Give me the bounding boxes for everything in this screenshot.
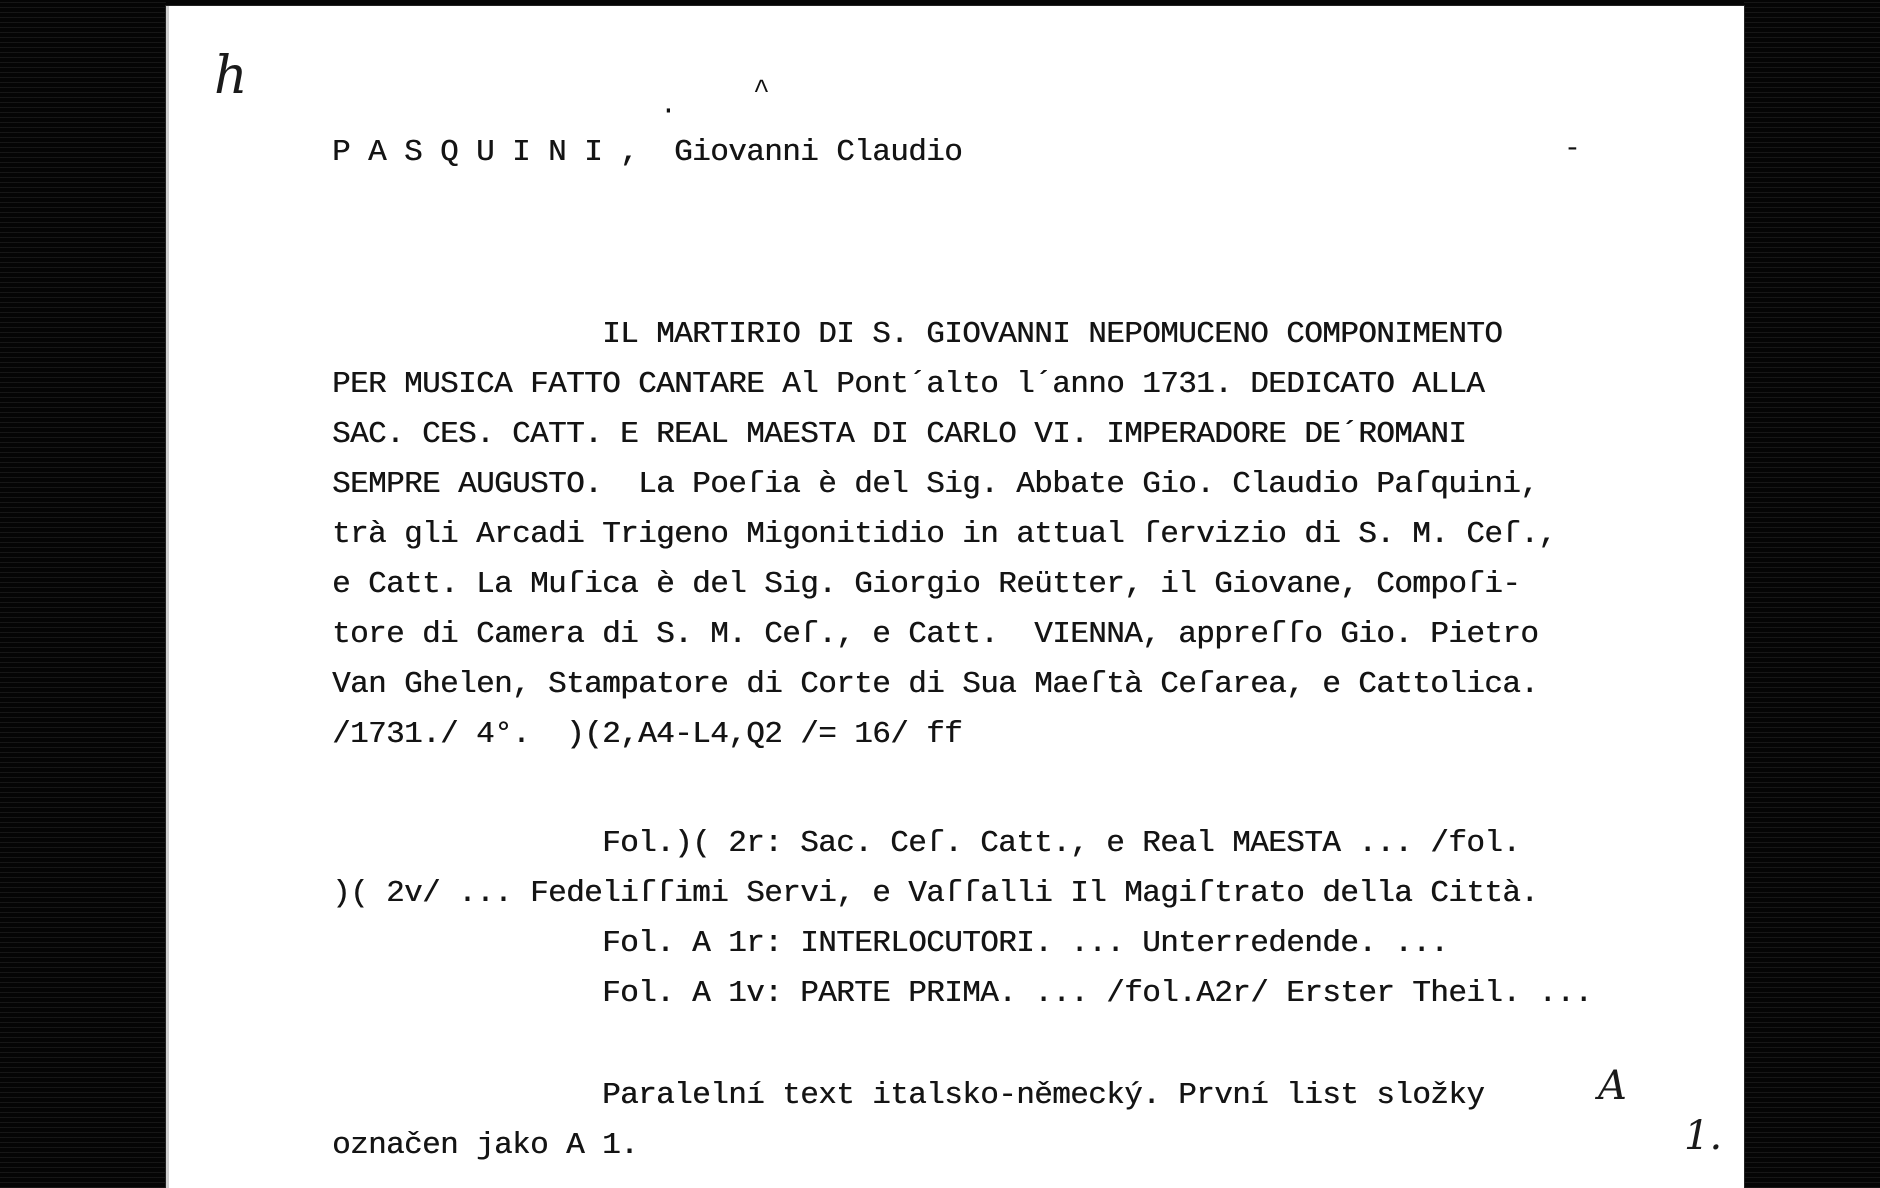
description-line: IL MARTIRIO DI S. GIOVANNI NEPOMUCENO COMPONIMENTO [332, 317, 1503, 352]
dot-mark: · [660, 96, 677, 127]
card-number: 1. [1684, 1113, 1723, 1159]
description-line: trà gli Arcadi Trigeno Migonitidio in attual ſervizio di S. M. Ceſ., [332, 517, 1557, 552]
description-line: PER MUSICA FATTO CANTARE Al Pont´alto l´anno 1731. DEDICATO ALLA [332, 367, 1485, 402]
description-line: SEMPRE AUGUSTO. La Poeſia è del Sig. Abbate Gio. Claudio Paſquini, [332, 467, 1539, 502]
contents-line: Fol. A 1r: INTERLOCUTORI. ... Unterredende. ... [332, 926, 1449, 961]
collation-line: /1731./ 4°. )(2,A4-L4,Q2 /= 16/ ff [332, 717, 963, 752]
contents-line: Fol.)( 2r: Sac. Ceſ. Catt., e Real MAESTA ... /fol. [332, 826, 1521, 861]
contents-line: Fol. A 1v: PARTE PRIMA. ... /fol.A2r/ Erster Theil. ... [332, 976, 1593, 1011]
note-line: označen jako A 1. [332, 1128, 639, 1163]
circumflex-mark: ^ [753, 76, 770, 107]
dash-mark: - [1564, 134, 1581, 165]
description-line: tore di Camera di S. M. Ceſ., e Catt. VIENNA, appreſſo Gio. Pietro [332, 617, 1539, 652]
author-heading: P A S Q U I N I , Giovanni Claudio [332, 135, 963, 170]
description-line: Van Ghelen, Stampatore di Corte di Sua Maeſtà Ceſarea, e Cattolica. [332, 667, 1539, 702]
catalog-card [166, 6, 1744, 1188]
card-left-edge [166, 6, 169, 1188]
contents-line: )( 2v/ ... Fedeliſſimi Servi, e Vaſſalli Il Magiſtrato della Città. [332, 876, 1539, 911]
corner-handwritten-mark: h [214, 46, 248, 106]
left-scan-border [0, 0, 166, 1188]
note-line: Paralelní text italsko-německý. První list složky [332, 1078, 1485, 1113]
handwritten-signature-mark: A [1598, 1063, 1627, 1109]
description-line: e Catt. La Muſica è del Sig. Giorgio Reütter, il Giovane, Compoſi- [332, 567, 1521, 602]
description-line: SAC. CES. CATT. E REAL MAESTA DI CARLO VI. IMPERADORE DE´ROMANI [332, 417, 1467, 452]
right-scan-border [1744, 0, 1880, 1188]
